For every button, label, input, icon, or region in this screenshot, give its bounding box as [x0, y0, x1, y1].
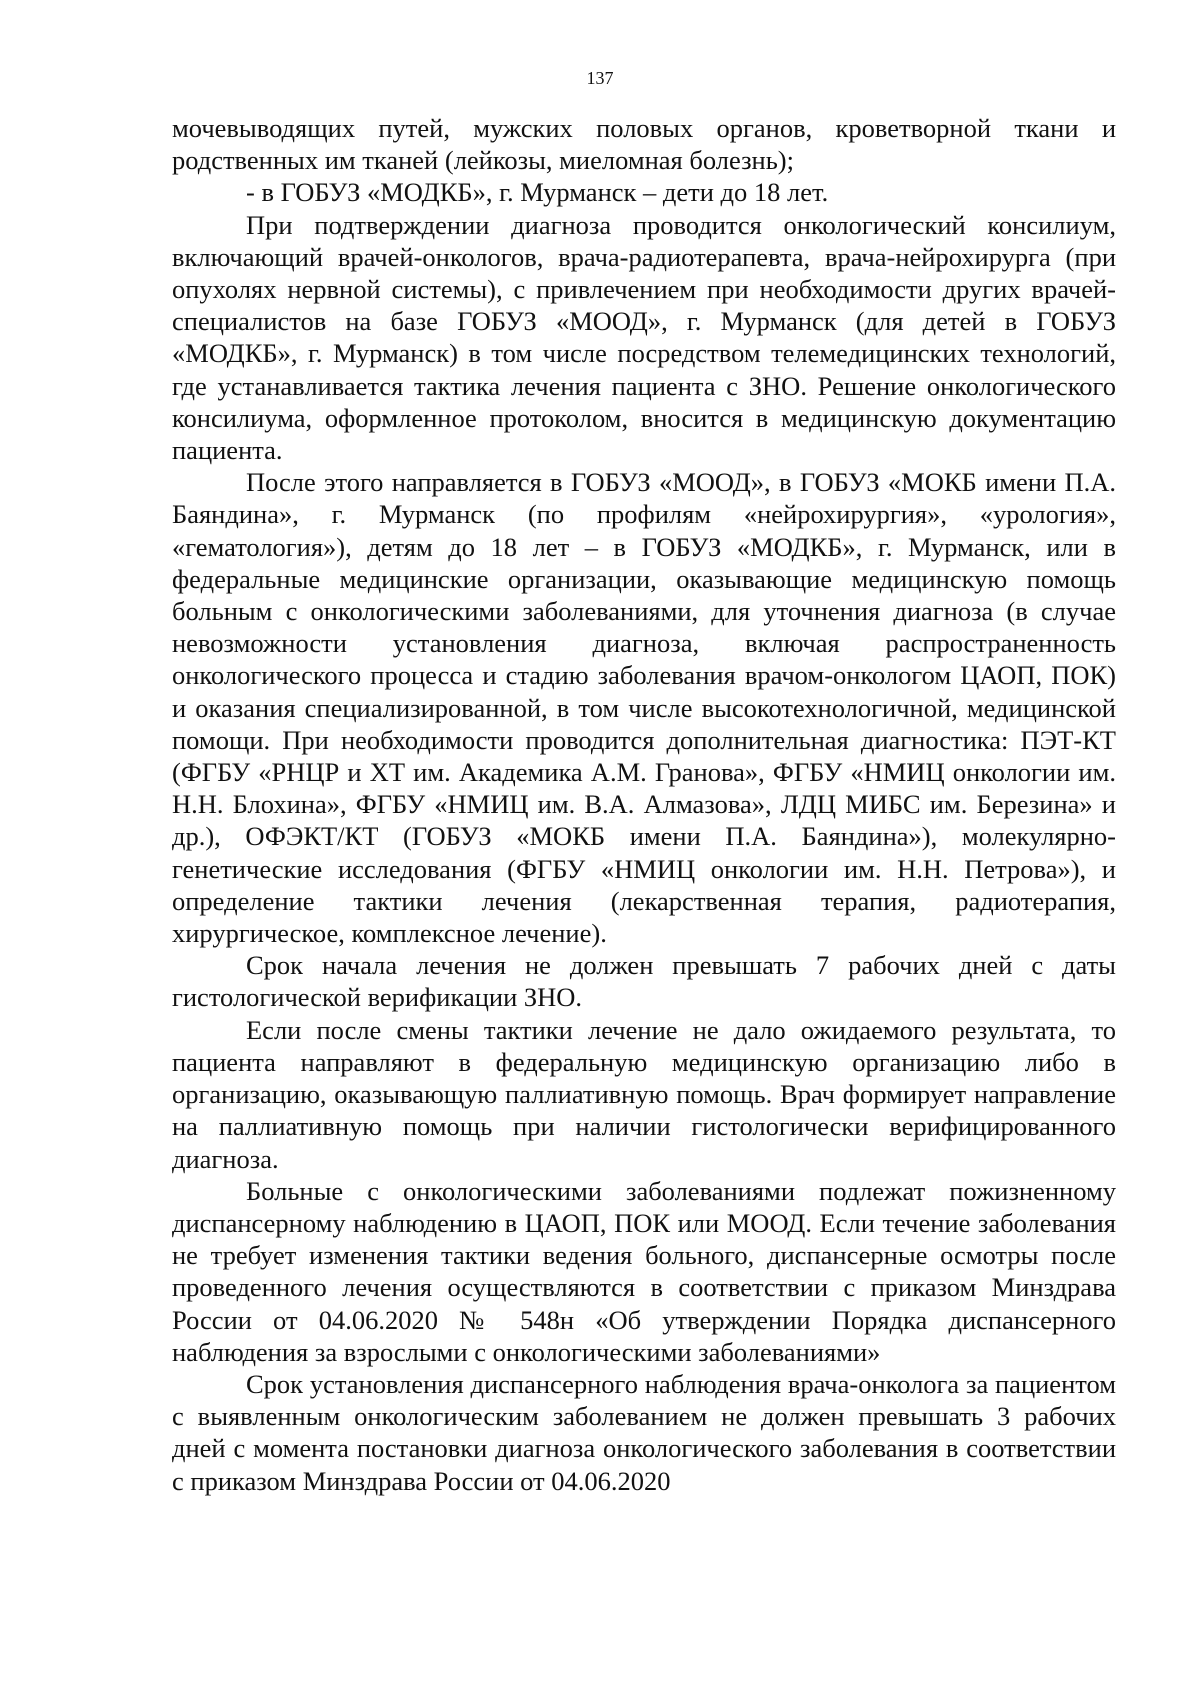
paragraph-referral: После этого направляется в ГОБУЗ «МООД», в ГОБУЗ «МОКБ имени П.А. Баяндина», г. Мурманск (по профилям «нейрохирургия», «урология», «гематология»), детям до 18 лет – в ГОБУЗ «МОДКБ», г. Мурманск, или в федеральные медицинские организации, оказывающие медицинскую помощь больным с онкологическими заболеваниями, для уточнения диагноза (в случае невозможности установления диагноза, включая распространенность онкологического процесса и стадию заболевания врачом-онкологом ЦАОП, ПОК) и оказания специализированной, в том числе высокотехнологичной, медицинской помощи. При необходимости проводится дополнительная диагностика: ПЭТ-КТ (ФГБУ «РНЦР и ХТ им. Академика А.М. Гранова», ФГБУ «НМИЦ онкологии им. Н.Н. Блохина», ФГБУ «НМИЦ им. В.А. Алмазова», ЛДЦ МИБС им. Березина» и др.), ОФЭКТ/КТ (ГОБУЗ «МОКБ имени П.А. Баяндина»), молекулярно-генетические исследования (ФГБУ «НМИЦ онкологии им. Н.Н. Петрова»), и определение тактики лечения (лекарственная терапия, радиотерапия, хирургическое, комплексное лечение).: [172, 467, 1116, 949]
paragraph-dispensary-deadline: Срок установления диспансерного наблюдения врача-онколога за пациентом с выявленным онкологическим заболеванием не должен превышать 3 рабочих дней с момента постановки диагноза онкологического заболевания в соответствии с приказом Минздрава России от 04.06.2020: [172, 1368, 1116, 1496]
page-number: 137: [586, 68, 614, 88]
document-body: [172, 112, 1116, 1497]
paragraph-dispensary-observation: Больные с онкологическими заболеваниями подлежат пожизненному диспансерному наблюдению в ЦАОП, ПОК или МООД. Если течение заболевания не требует изменения тактики ведения больного, диспансерные осмотры после проведенного лечения осуществляются в соответствии с приказом Минздрава России от 04.06.2020 № 548н «Об утверждении Порядка диспансерного наблюдения за взрослыми с онкологическими заболеваниями»: [172, 1175, 1116, 1367]
paragraph-palliative: Если после смены тактики лечение не дало ожидаемого результата, то пациента направляют в федеральную медицинскую организацию либо в организацию, оказывающую паллиативную помощь. Врач формирует направление на паллиативную помощь при наличии гистологически верифицированного диагноза.: [172, 1014, 1116, 1174]
paragraph-treatment-start: Срок начала лечения не должен превышать 7 рабочих дней с даты гистологической верификации ЗНО.: [172, 950, 1116, 1013]
paragraph-list-item: - в ГОБУЗ «МОДКБ», г. Мурманск – дети до 18 лет.: [246, 177, 829, 208]
paragraph-continuation: мочевыводящих путей, мужских половых органов, кроветворной ткани и родственных им тканей (лейкозы, миеломная болезнь);: [172, 113, 1116, 176]
paragraph-oncology-council: При подтверждении диагноза проводится онкологический консилиум, включающий врачей-онкологов, врача-радиотерапевта, врача-нейрохирурга (при опухолях нервной системы), с привлечением при необходимости других врачей-специалистов на базе ГОБУЗ «МООД», г. Мурманск (для детей в ГОБУЗ «МОДКБ», г. Мурманск) в том числе посредством телемедицинских технологий, где устанавливается тактика лечения пациента с ЗНО. Решение онкологического консилиума, оформленное протоколом, вносится в медицинскую документацию пациента.: [172, 209, 1116, 466]
